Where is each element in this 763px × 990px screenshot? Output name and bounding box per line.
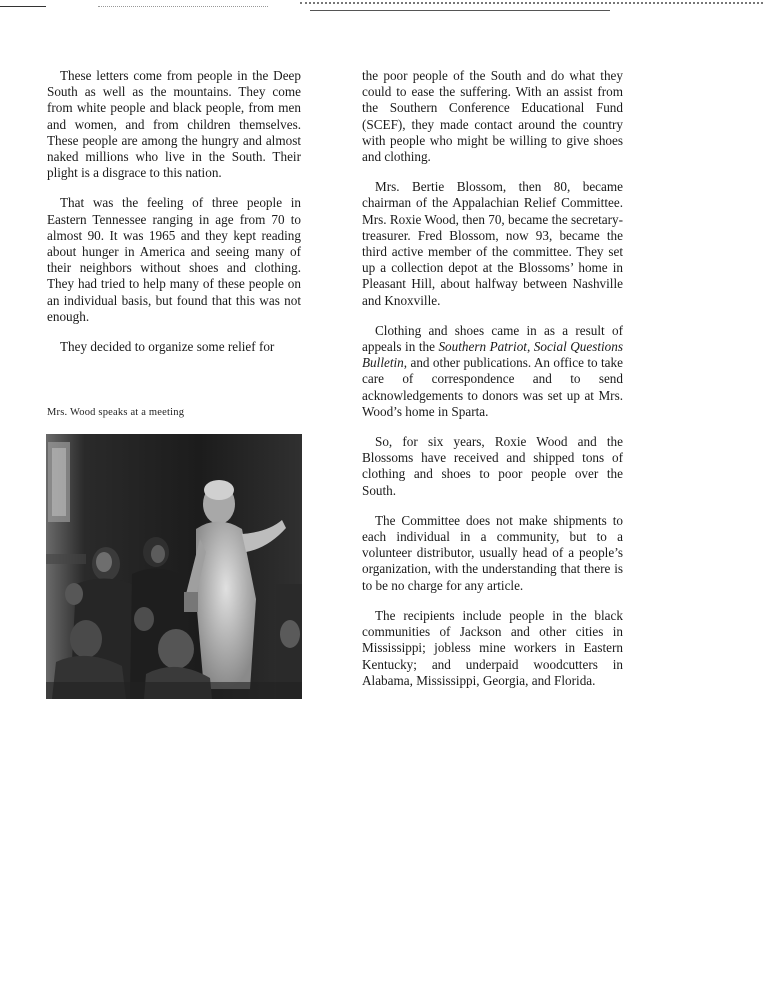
meeting-photo (46, 434, 302, 699)
paragraph: The recipients include people in the black communities of Jackson and other cities in Mississippi; jobless mine workers in Eastern Kentucky; and underpaid woodcutters in Alabama, Mississippi, Georgia, and Florida. (362, 607, 623, 688)
paragraph: That was the feeling of three people in Eastern Tennessee ranging in age from 70 to almost 90. It was 1965 and they kept reading about hunger in America and seeing many of their neighbors without shoes and clothing. They had tried to help many of these people on an individual basis, but found that this was not enough. (47, 195, 301, 324)
paragraph: So, for six years, Roxie Wood and the Blossoms have received and shipped tons of clothing and shoes to poor people over the South. (362, 434, 623, 498)
right-column (362, 68, 623, 703)
paragraph: the poor people of the South and do what they could to ease the suffering. With an assist from the Southern Conference Educational Fund (SCEF), they made contact around the country with people who might be willing to give shoes and clothing. (362, 68, 623, 165)
publication-title: Social Questions Bulletin (362, 339, 623, 371)
publication-title: Southern Patriot (438, 339, 527, 355)
paragraph-text: Clothing and shoes came in as a result of appeals in the (362, 322, 623, 355)
rule-line (310, 10, 610, 11)
paragraph: Mrs. Bertie Blossom, then 80, became chairman of the Appalachian Relief Committee. Mrs. Roxie Wood, then 70, became the secretary-treasurer. Fred Blossom, now 93, became the third active member of the committee. They set up a collection depot at the Blossoms’ home in Pleasant Hill, about halfway between Nashville and Knoxville. (362, 179, 623, 308)
paragraph-text: , and other publications. An office to take care of correspondence and to send acknowledgements to donors was set up at Mrs. Wood’s home in Sparta. (362, 355, 623, 419)
photo-caption: Mrs. Wood speaks at a meeting (47, 407, 185, 418)
paragraph: The Committee does not make shipments to each individual in a community, but to a volunteer distributor, usually head of a people’s organization, with the understanding that there is to be no charge for any article. (362, 512, 623, 593)
rule-line (0, 6, 46, 7)
paragraph (362, 323, 623, 420)
left-column (47, 68, 301, 369)
paragraph-text: , (526, 339, 534, 355)
paragraph: These letters come from people in the Deep South as well as the mountains. They come from white people and black people, from men and women, and from children themselves. These people are among the hungry and almost naked millions who live in the South. Their plight is a disgrace to this nation. (47, 68, 301, 181)
rule-line (98, 6, 268, 7)
paragraph: They decided to organize some relief for (60, 339, 275, 355)
scan-edge-artifacts (0, 0, 763, 12)
rule-line (300, 2, 763, 4)
meeting-photo-image (46, 434, 302, 699)
